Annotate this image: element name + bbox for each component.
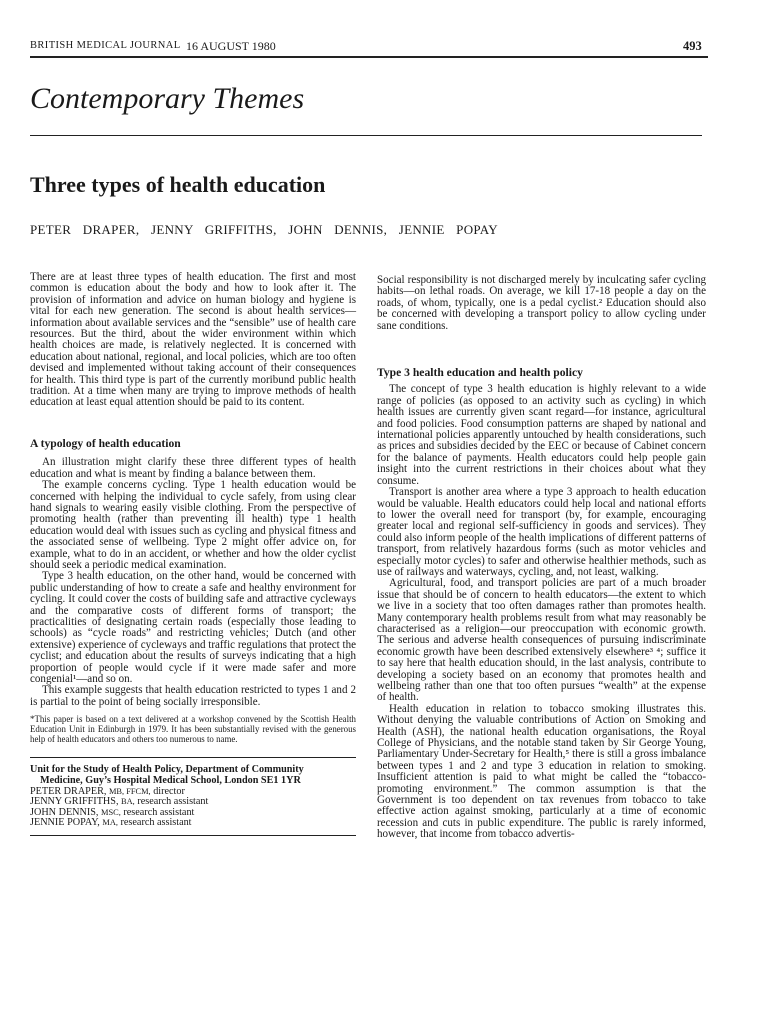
affiliation-block bbox=[30, 765, 356, 829]
affiliation-rule bbox=[30, 757, 356, 758]
intro-paragraph: Social responsibility is not discharged merely by inculcating safer cycling habits—on lethal roads. On average, we kill 17-18 people a day on the roads, of whom, typically, one is a pedal cyclist.² Education should also be concerned with developing a transport policy to allow cycling under sane conditions. bbox=[377, 274, 706, 332]
person-degrees: MB, FFCM, bbox=[108, 786, 151, 796]
person-name: JENNY GRIFFITHS, bbox=[30, 796, 119, 808]
body-paragraph: The example concerns cycling. Type 1 health education would be concerned with helping the individual to cycle safely, from using clear hand signals to wearing easily visible clothing. From the perspective of promoting health (rather than preventing ill health) type 1 health education would deal with issues such as cycling and physical fitness and the associated sense of wellbeing. Type 2 might offer advice on, for example, what to do in an accident, or whether and how the older cyclist should seek a periodic medical examination. bbox=[30, 479, 356, 571]
journal-name: BRITISH MEDICAL JOURNAL bbox=[30, 40, 181, 51]
section-title: Contemporary Themes bbox=[30, 82, 305, 115]
body-paragraph: Health education in relation to tobacco smoking illustrates this. Without denying the valuable contributions of Action on Smoking and Health (ASH), the national health education organisations, the Royal College of Physicians, and the notable stand taken by Sir George Young, Parliamentary Under-Secretary for Health,⁵ there is still a gross imbalance between types 1 and 2 and type 3 education in relation to smoking. Insufficient attention is paid to what might be called the “tobacco-promoting environment.” The common assumption is that the Government is too dependent on tax revenues from tobacco to take effective action against smoking, particularly at a time of economic recession and cuts in public expenditure. The public is rarely informed, however, that income from tobacco advertis- bbox=[377, 702, 706, 841]
left-column bbox=[30, 272, 356, 836]
affiliation-person bbox=[30, 818, 356, 829]
body-paragraph: The concept of type 3 health education is highly relevant to a wide range of policies (as opposed to an activity such as cycling) in which health issues are currently given scant regard—for instance, agricultural and food policies. Food consumption patterns are shaped by national and international policies apparently untouched by health considerations, such as prices and subsidies decided by the EEC or because of Cabinet concern for the balance of payments. Health educators could help people gain insight into the current restrictions in their choices about what they consume. bbox=[377, 383, 706, 487]
affiliation-bottom-rule bbox=[30, 835, 356, 836]
person-name: PETER DRAPER, bbox=[30, 785, 107, 797]
person-degrees: MSC, bbox=[101, 807, 121, 817]
person-role: research assistant bbox=[120, 817, 192, 829]
section-rule bbox=[30, 135, 702, 136]
footnote: *This paper is based on a text delivered at a workshop convened by the Scottish Health Education Unit in Edinburgh in 1979. It has been substantially revised with the generous help of health educators and others too numerous to name. bbox=[30, 714, 356, 744]
heading-type3-policy: Type 3 health education and health policy bbox=[377, 366, 583, 380]
person-name: JOHN DENNIS, bbox=[30, 806, 99, 818]
issue-date: 16 AUGUST 1980 bbox=[186, 39, 276, 53]
right-column bbox=[377, 275, 706, 841]
person-degrees: BA, bbox=[121, 797, 135, 807]
author-list: PETER DRAPER, JENNY GRIFFITHS, JOHN DENNIS, JENNIE POPAY bbox=[30, 222, 498, 237]
affiliation-unit: Medicine, Guy’s Hospital Medical School, London SE1 1YR bbox=[40, 774, 301, 786]
article-title: Three types of health education bbox=[30, 172, 326, 197]
body-paragraph: Agricultural, food, and transport policies are part of a much broader issue that should be of concern to health educators—the extent to which we live in a society that too often damages rather than promotes health. Many contemporary health problems result from what may reasonably be characterised as a religion—our preoccupation with economic growth. The serious and adverse health consequences of pursuing indiscriminate economic growth have been described extensively elsewhere³ ⁴; suffice it to say here that health education should, in the last analysis, contribute to developing a society based on an economy that promotes health and wellbeing rather than one that too often pursues “wealth” at the expense of health. bbox=[377, 577, 706, 704]
page-number: 493 bbox=[683, 39, 702, 53]
person-name: JENNIE POPAY, bbox=[30, 817, 100, 829]
body-paragraph: Type 3 health education, on the other hand, would be concerned with public understanding of how to create a safe and healthy environment for cycling. It could cover the costs of building safe and attractive cycleways and the comparative costs of different forms of transport; the practicalities of designating certain roads (especially those leading to schools) as “cycle roads” and restricting vehicles; Dutch (and other extensive) experience of cycleways and traffic regulations that protect the cyclist; and education about the results of surveys indicating that a high proportion of people would cycle if it were made safer and more congenial¹—and so on. bbox=[30, 570, 356, 685]
person-degrees: MA, bbox=[102, 818, 118, 828]
header-rule bbox=[30, 56, 708, 58]
affiliation-unit: Unit for the Study of Health Policy, Department of Community bbox=[30, 764, 304, 776]
intro-paragraph: There are at least three types of health education. The first and most common is education about the body and how to look after it. The provision of information and advice on human biology and hygiene is vital for each new generation. The second is about health services—information about available services and the “sensible” use of health care resources. But the third, about the wider environment within which health choices are made, is relatively neglected. It is concerned with education about national, regional, and local policies, which are too often devised and implemented without taking account of their consequences for health. This third type is part of the currently moribund public health tradition. At a time when many are trying to improve methods of health education at least equal attention should be paid to its content. bbox=[30, 271, 356, 409]
heading-typology: A typology of health education bbox=[30, 436, 181, 450]
person-role: research assistant bbox=[137, 796, 209, 808]
person-role: research assistant bbox=[123, 806, 195, 818]
body-paragraph: Transport is another area where a type 3 approach to health education would be valuable. Health educators could help local and national efforts to lower the overall need for transport (by, for example, encouraging greater local and regional self-sufficiency in goods and services). They could also inform people of the health implications of different patterns of transport, from relatively hazardous forms (such as motor vehicles and especially motor cycles) to safer and otherwise healthier methods, such as use of railways and waterways, cycling, and, not least, walking. bbox=[377, 486, 706, 578]
body-paragraph: An illustration might clarify these three different types of health education and what is meant by finding a balance between them. bbox=[30, 456, 356, 480]
person-role: director bbox=[153, 785, 185, 797]
body-paragraph: This example suggests that health education restricted to types 1 and 2 is partial to the point of being socially irresponsible. bbox=[30, 684, 356, 708]
